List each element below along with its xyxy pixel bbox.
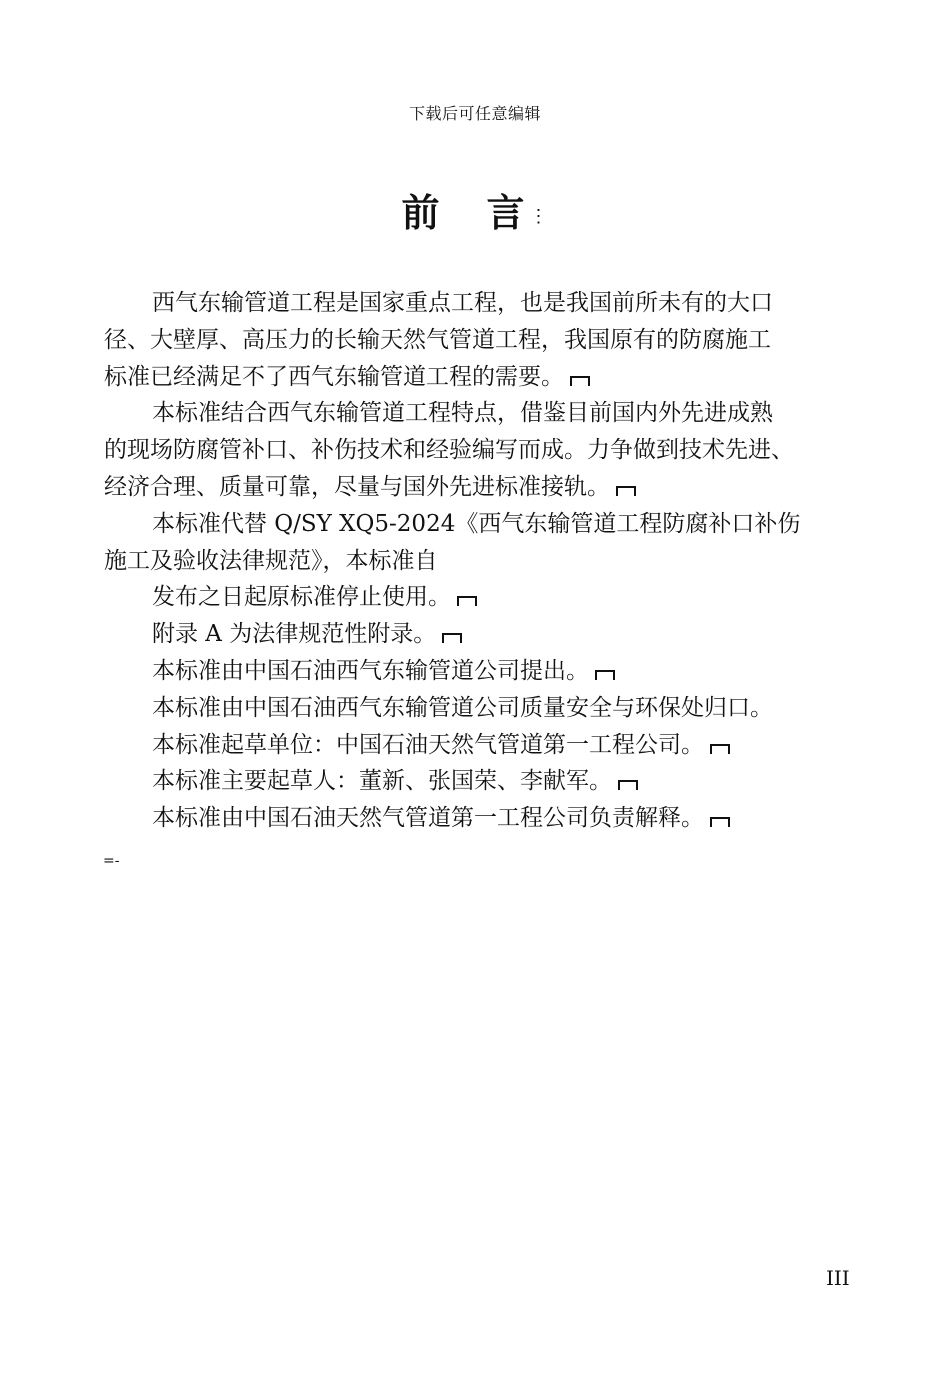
paragraph-1-line-1: 西气东输管道工程是国家重点工程，也是我国前所未有的大口 <box>152 290 773 316</box>
paragraph-2-line-1: 本标准结合西气东输管道工程特点，借鉴目前国内外先进成熟 <box>152 400 773 427</box>
paragraph-mark-icon <box>710 817 730 827</box>
paragraph-mark-icon <box>616 486 636 496</box>
paragraph-4: 发布之日起原标准停止使用。 <box>104 579 874 616</box>
title-char-2: 言 <box>486 190 526 235</box>
title-mark: ⋮ <box>529 206 549 227</box>
paragraph-1-line-2: 径、大壁厚、高压力的长输天然气管道工程，我国原有的防腐施工 <box>104 326 771 353</box>
paragraph-2-line-3: 经济合理、质量可靠，尽量与国外先进标准接轨。 <box>104 469 874 506</box>
paragraph-mark-icon <box>457 596 477 606</box>
paragraph-10: 本标准由中国石油天然气管道第一工程公司负责解释。 <box>104 800 874 837</box>
paragraph-mark-icon <box>618 780 638 790</box>
paragraph-mark-icon <box>442 633 462 643</box>
foreword-body <box>104 285 874 837</box>
paragraph-1-line-3: 标准已经满足不了西气东输管道工程的需要。 <box>104 359 874 396</box>
paragraph-2-line-2: 的现场防腐管补口、补伤技术和经验编写而成。力争做到技术先进、 <box>104 437 794 464</box>
paragraph-3-line-1: 本标准代替 Q/SY XQ5-2024《西气东输管道工程防腐补口补伤 <box>152 510 801 537</box>
paragraph-mark-icon <box>595 670 615 680</box>
paragraph-6: 本标准由中国石油西气东输管道公司提出。 <box>104 653 874 690</box>
paragraph-7: 本标准由中国石油西气东输管道公司质量安全与环保处归口。 <box>152 694 773 721</box>
page-number: III <box>826 1266 850 1290</box>
page-title <box>0 182 950 237</box>
paragraph-3-line-2: 施工及验收法律规范》，本标准自 <box>104 547 438 574</box>
page-header: 下载后可任意编辑 <box>408 104 541 123</box>
paragraph-5: 附录 A 为法律规范性附录。 <box>104 616 874 653</box>
paragraph-8: 本标准起草单位：中国石油天然气管道第一工程公司。 <box>104 727 874 764</box>
paragraph-9: 本标准主要起草人：董新、张国荣、李献军。 <box>104 763 874 800</box>
paragraph-mark-icon <box>570 376 590 386</box>
paragraph-mark-icon <box>710 744 730 754</box>
title-char-1: 前 <box>401 190 441 235</box>
stray-mark: =- <box>103 853 120 869</box>
